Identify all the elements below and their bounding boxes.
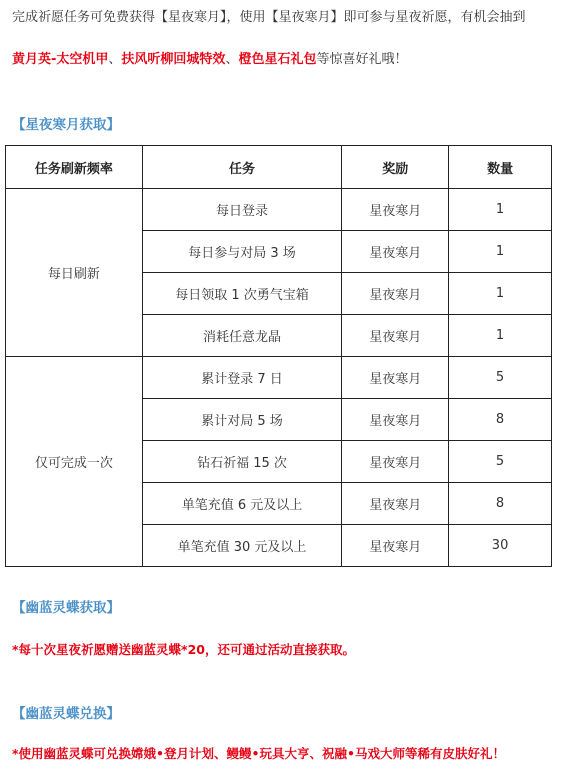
reward-highlight: 扶风听柳回城特效 xyxy=(121,52,226,67)
intro-line-2 xyxy=(12,50,572,70)
quantity-cell: 8 xyxy=(449,483,552,525)
task-cell: 累计登录 7 日 xyxy=(142,357,342,399)
quantity-cell: 5 xyxy=(449,357,552,399)
quantity-cell: 30 xyxy=(449,525,552,567)
task-cell: 钻石祈福 15 次 xyxy=(142,441,342,483)
reward-cell: 星夜寒月 xyxy=(342,399,449,441)
table-header-row xyxy=(6,146,552,189)
section-title-butterfly-acquire: 【幽蓝灵蝶获取】 xyxy=(12,600,120,616)
reward-cell: 星夜寒月 xyxy=(342,273,449,315)
reward-cell: 星夜寒月 xyxy=(342,189,449,231)
reward-highlight: 黄月英-太空机甲 xyxy=(12,52,109,67)
reward-cell: 星夜寒月 xyxy=(342,231,449,273)
task-cell: 单笔充值 6 元及以上 xyxy=(142,483,342,525)
intro-suffix: 等惊喜好礼哦！ xyxy=(316,52,408,67)
column-header: 任务 xyxy=(142,146,342,189)
reward-cell: 星夜寒月 xyxy=(342,315,449,357)
quantity-cell: 8 xyxy=(449,399,552,441)
task-cell: 单笔充值 30 元及以上 xyxy=(142,525,342,567)
table-row xyxy=(6,189,552,231)
reward-cell: 星夜寒月 xyxy=(342,525,449,567)
quantity-cell: 1 xyxy=(449,273,552,315)
task-cell: 每日登录 xyxy=(142,189,342,231)
quantity-cell: 1 xyxy=(449,315,552,357)
column-header: 任务刷新频率 xyxy=(6,146,143,189)
reward-cell: 星夜寒月 xyxy=(342,483,449,525)
butterfly-acquire-note: *每十次星夜祈愿赠送幽蓝灵蝶*20，还可通过活动直接获取。 xyxy=(12,642,355,657)
quantity-cell: 1 xyxy=(449,231,552,273)
table-row xyxy=(6,357,552,399)
quantity-cell: 5 xyxy=(449,441,552,483)
reward-cell: 星夜寒月 xyxy=(342,357,449,399)
section-title-butterfly-exchange: 【幽蓝灵蝶兑换】 xyxy=(12,706,120,722)
reward-separator: 、 xyxy=(225,52,239,67)
intro-line-1: 完成祈愿任务可免费获得【星夜寒月】，使用【星夜寒月】即可参与星夜祈愿，有机会抽到 xyxy=(12,10,526,25)
task-cell: 每日领取 1 次勇气宝箱 xyxy=(142,273,342,315)
column-header: 数量 xyxy=(449,146,552,189)
task-cell: 累计对局 5 场 xyxy=(142,399,342,441)
reward-separator: 、 xyxy=(108,52,122,67)
column-header: 奖励 xyxy=(342,146,449,189)
task-table xyxy=(5,145,552,567)
butterfly-exchange-note: *使用幽蓝灵蝶可兑换嫦娥•登月计划、鳗鳗•玩具大亨、祝融•马戏大师等稀有皮肤好礼！ xyxy=(12,746,506,761)
task-cell: 每日参与对局 3 场 xyxy=(142,231,342,273)
reward-cell: 星夜寒月 xyxy=(342,441,449,483)
quantity-cell: 1 xyxy=(449,189,552,231)
reward-highlight: 橙色星石礼包 xyxy=(238,52,317,67)
section-title-moon-acquire: 【星夜寒月获取】 xyxy=(12,117,120,133)
frequency-cell: 每日刷新 xyxy=(6,189,143,357)
task-cell: 消耗任意龙晶 xyxy=(142,315,342,357)
frequency-cell: 仅可完成一次 xyxy=(6,357,143,567)
